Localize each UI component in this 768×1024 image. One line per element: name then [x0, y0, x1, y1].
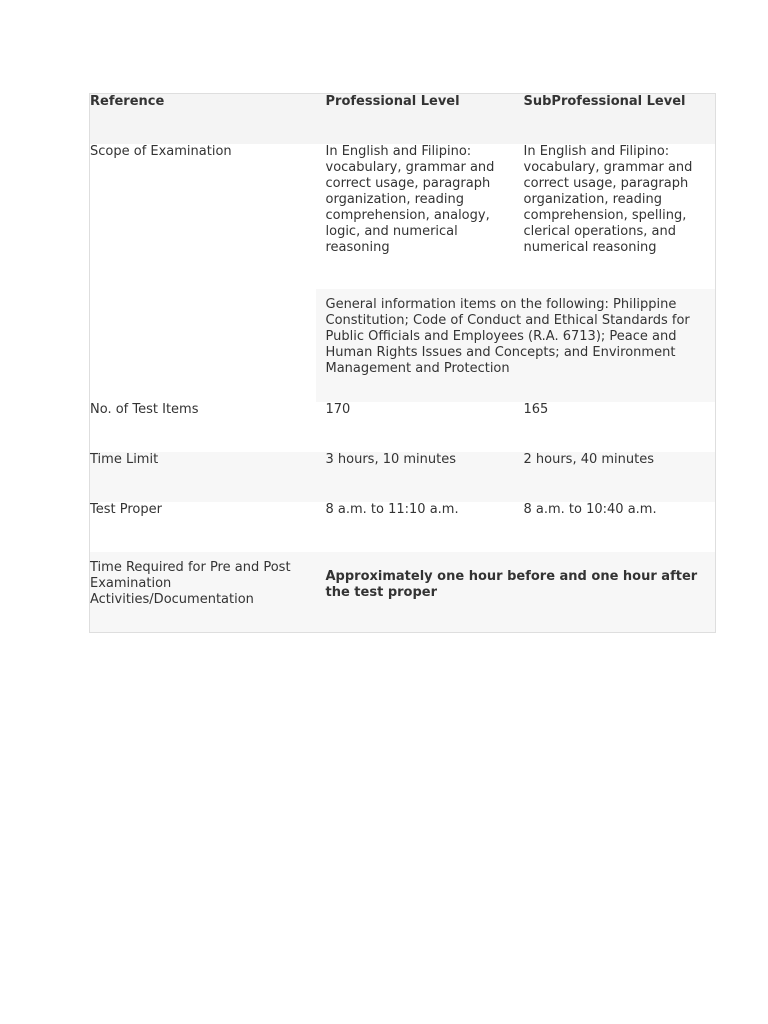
header-professional-level: Professional Level: [316, 94, 514, 144]
time-limit-label: Time Limit: [90, 452, 316, 502]
exam-comparison-table: [89, 93, 716, 633]
test-items-label: No. of Test Items: [90, 402, 316, 452]
time-limit-professional: 3 hours, 10 minutes: [316, 452, 514, 502]
test-items-professional: 170: [316, 402, 514, 452]
scope-general-information: General information items on the following: Philippine Constitution; Code of Conduct and Ethical Standards for Public Officials and Employees (R.A. 6713); Peace and Human Rights Issues and Concepts; and Environment Management and Protection: [316, 289, 716, 402]
test-proper-label: Test Proper: [90, 502, 316, 552]
table-header-row: [90, 94, 716, 144]
pre-post-value: Approximately one hour before and one hour after the test proper: [316, 552, 716, 633]
table-row-scope: [90, 144, 716, 289]
header-reference: Reference: [90, 94, 316, 144]
table-row-test-items: [90, 402, 716, 452]
header-subprofessional-level: SubProfessional Level: [514, 94, 716, 144]
test-proper-professional: 8 a.m. to 11:10 a.m.: [316, 502, 514, 552]
test-proper-subprofessional: 8 a.m. to 10:40 a.m.: [514, 502, 716, 552]
table-row-test-proper: [90, 502, 716, 552]
test-items-subprofessional: 165: [514, 402, 716, 452]
time-limit-subprofessional: 2 hours, 40 minutes: [514, 452, 716, 502]
pre-post-label: Time Required for Pre and Post Examination Activities/Documentation: [90, 552, 316, 633]
table-row-pre-post: [90, 552, 716, 633]
scope-subprofessional: In English and Filipino: vocabulary, grammar and correct usage, paragraph organization, reading comprehension, spelling, clerical operations, and numerical reasoning: [514, 144, 716, 289]
table-row-time-limit: [90, 452, 716, 502]
scope-professional: In English and Filipino: vocabulary, grammar and correct usage, paragraph organization, reading comprehension, analogy, logic, and numerical reasoning: [316, 144, 514, 289]
scope-label: Scope of Examination: [90, 144, 316, 402]
